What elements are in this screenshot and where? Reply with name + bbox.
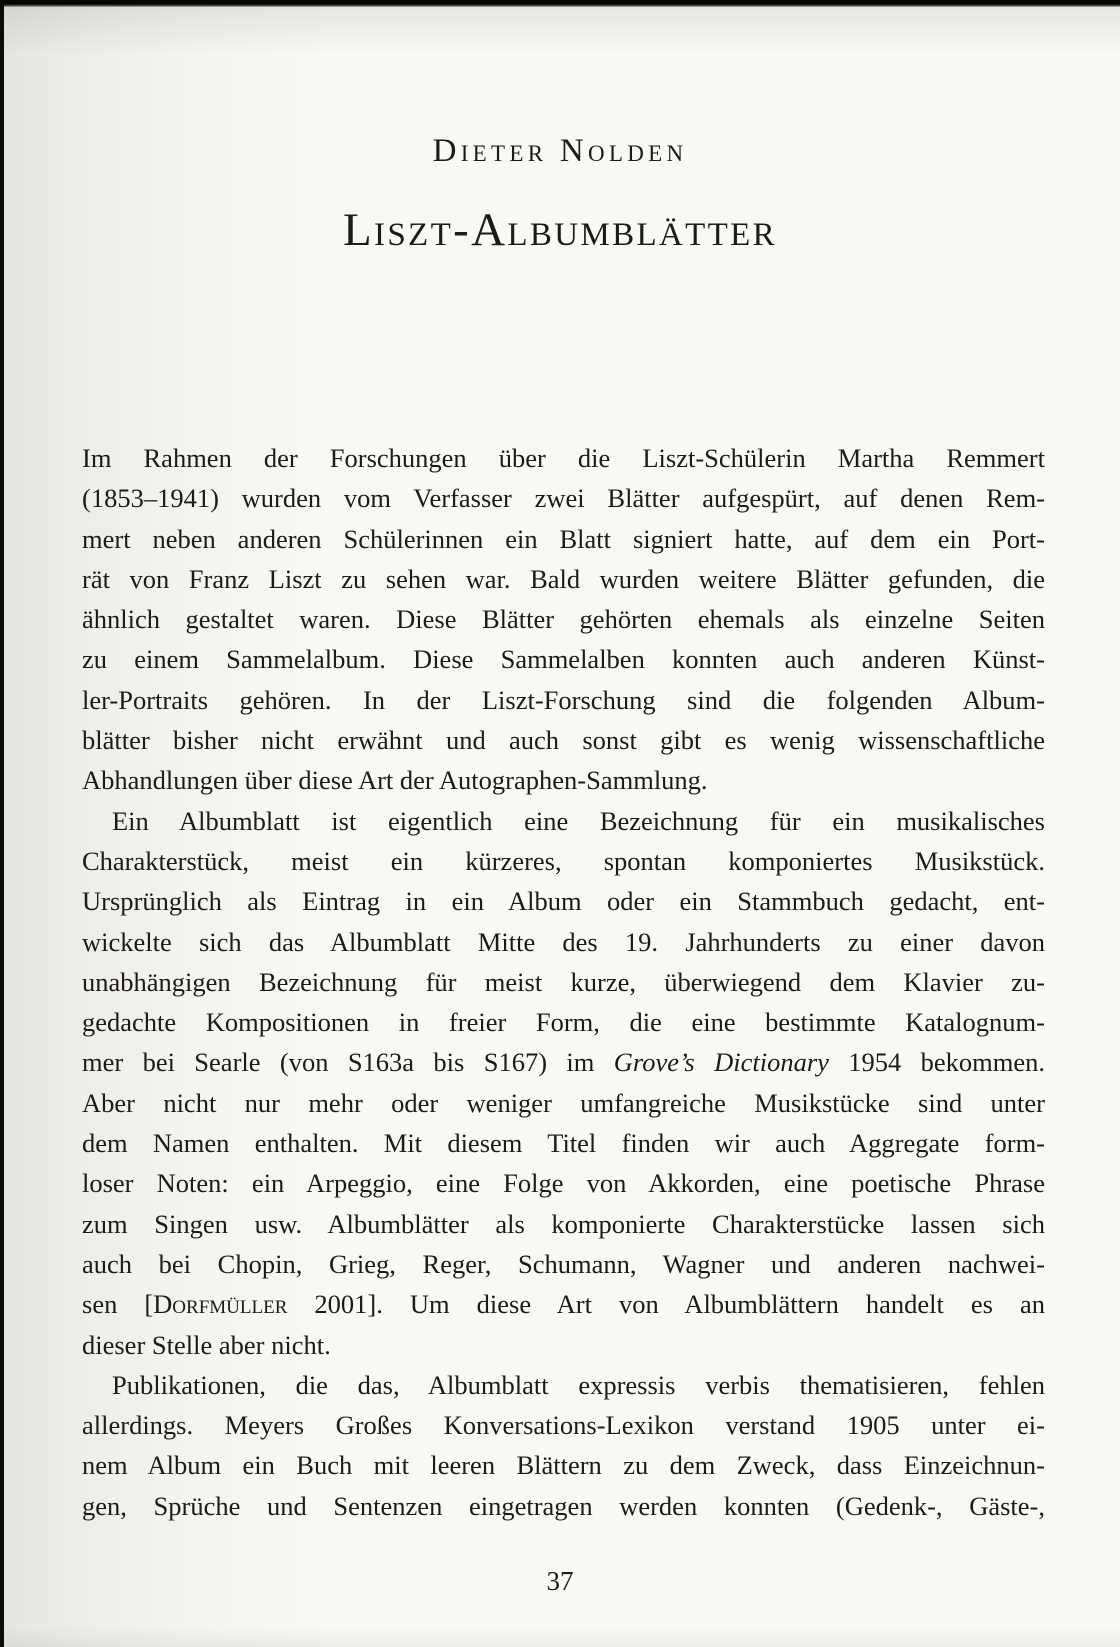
body-line — [82, 760, 1045, 800]
text-segment: 1954 bekommen. — [828, 1047, 1045, 1078]
body-line — [82, 1123, 1045, 1163]
body-line — [82, 1445, 1045, 1485]
text-segment: Ursprünglich als Eintrag in ein Album oder ein Stammbuch gedacht, ent- — [82, 886, 1045, 917]
text-segment: 2001]. Um diese Art von Albumblättern handelt es an — [287, 1289, 1045, 1320]
text-segment: (1853–1941) wurden vom Verfasser zwei Blätter aufgespürt, auf denen Rem- — [82, 483, 1045, 514]
text-segment: mer bei Searle (von S163a bis S167) im — [82, 1047, 614, 1078]
text-segment: ler-Portraits gehören. In der Liszt-Forschung sind die folgenden Album- — [82, 684, 1045, 715]
body-line — [82, 478, 1045, 518]
text-segment: mert neben anderen Schülerinnen ein Blatt signiert hatte, auf dem ein Port- — [82, 523, 1045, 554]
body-line — [82, 801, 1045, 841]
text-segment: Im Rahmen der Forschungen über die Liszt-Schülerin Martha Remmert — [82, 443, 1045, 473]
body-line — [82, 1002, 1045, 1042]
body-line — [82, 599, 1045, 639]
text-segment: Aber nicht nur mehr oder weniger umfangreiche Musikstücke sind unter — [82, 1087, 1045, 1118]
body-line — [82, 1083, 1045, 1123]
text-segment: rät von Franz Liszt zu sehen war. Bald wurden weitere Blätter gefunden, die — [82, 563, 1045, 594]
body-line — [82, 720, 1045, 760]
text-segment: blätter bisher nicht erwähnt und auch sonst gibt es wenig wissenschaftliche — [82, 725, 1045, 756]
body-line — [82, 519, 1045, 559]
body-line — [82, 438, 1045, 478]
text-segment: loser Noten: ein Arpeggio, eine Folge von Akkorden, eine poetische Phrase — [82, 1168, 1045, 1199]
body-text — [82, 438, 1045, 1526]
text-segment: ähnlich gestaltet waren. Diese Blätter gehörten ehemals als einzelne Seiten — [82, 604, 1045, 635]
text-segment: unabhängigen Bezeichnung für meist kurze, überwiegend dem Klavier zu- — [82, 966, 1045, 997]
body-line — [82, 1486, 1045, 1526]
body-line — [82, 1163, 1045, 1203]
text-segment: allerdings. Meyers Großes Konversations-Lexikon verstand 1905 unter ei- — [82, 1410, 1045, 1441]
body-line — [82, 559, 1045, 599]
text-segment: dieser Stelle aber nicht. — [82, 1329, 331, 1360]
body-line — [82, 881, 1045, 921]
text-segment: Abhandlungen über diese Art der Autographen-Sammlung. — [82, 765, 708, 796]
body-line — [82, 1284, 1045, 1324]
body-line — [82, 1204, 1045, 1244]
text-segment: auch bei Chopin, Grieg, Reger, Schumann, Wagner und anderen nachwei- — [82, 1248, 1045, 1279]
text-segment: dem Namen enthalten. Mit diesem Titel finden wir auch Aggregate form- — [82, 1128, 1045, 1159]
scan-edge-top — [0, 0, 1120, 7]
smallcaps-text: Dorfmüller — [153, 1289, 288, 1320]
body-line — [82, 1405, 1045, 1445]
body-line — [82, 922, 1045, 962]
author-name: Dieter Nolden — [432, 133, 688, 169]
italic-text: Grove’s Dictionary — [613, 1047, 829, 1078]
body-line — [82, 1325, 1045, 1365]
text-segment: gen, Sprüche und Sentenzen eingetragen werden konnten (Gedenk-, Gäste-, — [82, 1490, 1045, 1521]
text-segment: sen [ — [82, 1289, 154, 1320]
page-title: Liszt-Albumblätter — [342, 204, 778, 256]
page-number: 37 — [546, 1566, 574, 1596]
text-segment: Ein Albumblatt ist eigentlich eine Bezeichnung für ein musikalisches — [112, 805, 1045, 836]
body-line — [82, 1365, 1045, 1405]
text-segment: nem Album ein Buch mit leeren Blättern zu dem Zweck, dass Einzeichnun- — [82, 1450, 1045, 1481]
body-line — [82, 1042, 1045, 1082]
body-line — [82, 962, 1045, 1002]
text-segment: wickelte sich das Albumblatt Mitte des 19. Jahrhunderts zu einer davon — [82, 926, 1045, 957]
body-line — [82, 639, 1045, 679]
body-line — [82, 841, 1045, 881]
text-segment: Charakterstück, meist ein kürzeres, spontan komponiertes Musikstück. — [82, 845, 1045, 876]
text-segment: gedachte Kompositionen in freier Form, die eine bestimmte Katalognum- — [82, 1007, 1045, 1038]
text-segment: zum Singen usw. Albumblätter als komponierte Charakterstücke lassen sich — [82, 1208, 1045, 1239]
text-segment: zu einem Sammelalbum. Diese Sammelalben konnten auch anderen Künst- — [82, 644, 1045, 675]
body-line — [82, 680, 1045, 720]
body-line — [82, 1244, 1045, 1284]
text-segment: Publikationen, die das, Albumblatt expressis verbis thematisieren, fehlen — [112, 1369, 1045, 1400]
